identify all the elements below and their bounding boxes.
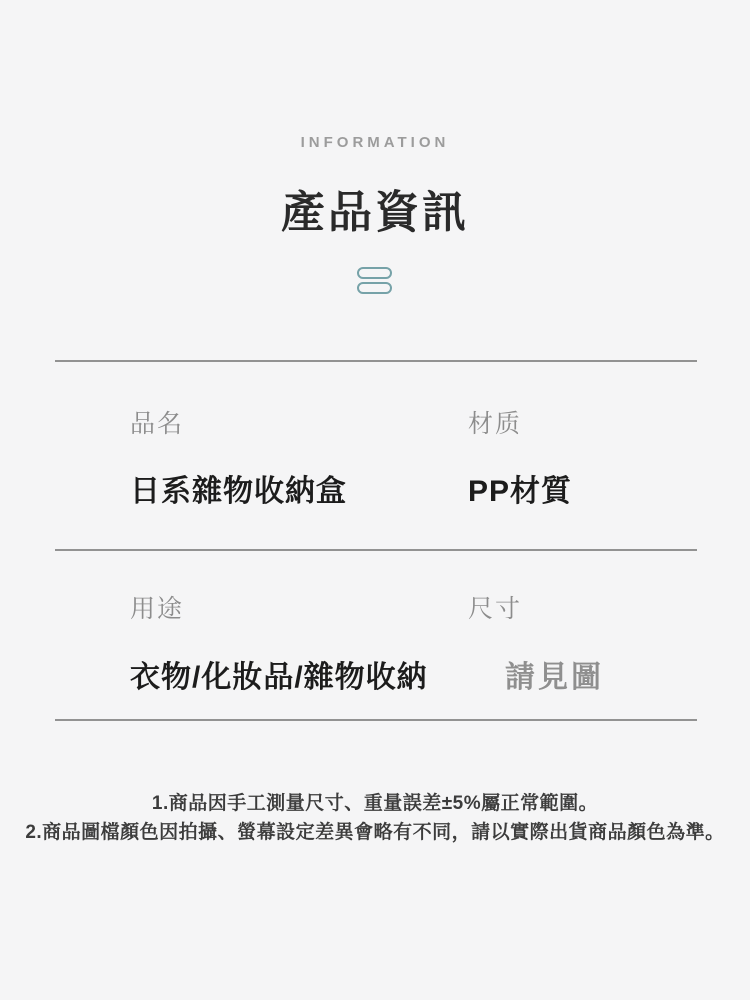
divider-middle xyxy=(55,549,697,551)
spec-label-material: 材质 xyxy=(468,410,523,438)
spec-value-material: PP材質 xyxy=(468,475,573,508)
stacked-box-bottom xyxy=(357,282,392,294)
spec-value-size: 請見圖 xyxy=(505,661,604,694)
spec-value-product-name: 日系雜物收納盒 xyxy=(130,475,347,508)
spec-label-usage: 用途 xyxy=(130,595,185,623)
stacked-box-top xyxy=(357,267,392,279)
eyebrow-label: INFORMATION xyxy=(300,134,450,151)
divider-bottom xyxy=(55,719,697,721)
spec-label-product-name: 品名 xyxy=(130,410,185,438)
spec-label-size: 尺寸 xyxy=(468,595,523,623)
spec-value-usage: 衣物/化妝品/雜物收納 xyxy=(130,661,428,694)
divider-top xyxy=(55,360,697,362)
footnotes xyxy=(0,789,750,847)
footnote-color-disclaimer: 2.商品圖檔顏色因拍攝、螢幕設定差異會略有不同，請以實際出貨商品顏色為準。 xyxy=(25,822,725,843)
stacked-boxes-icon xyxy=(357,267,392,294)
footnote-measurement: 1.商品因手工測量尺寸、重量誤差±5%屬正常範圍。 xyxy=(151,793,599,814)
page-title: 產品資訊 xyxy=(281,188,469,237)
